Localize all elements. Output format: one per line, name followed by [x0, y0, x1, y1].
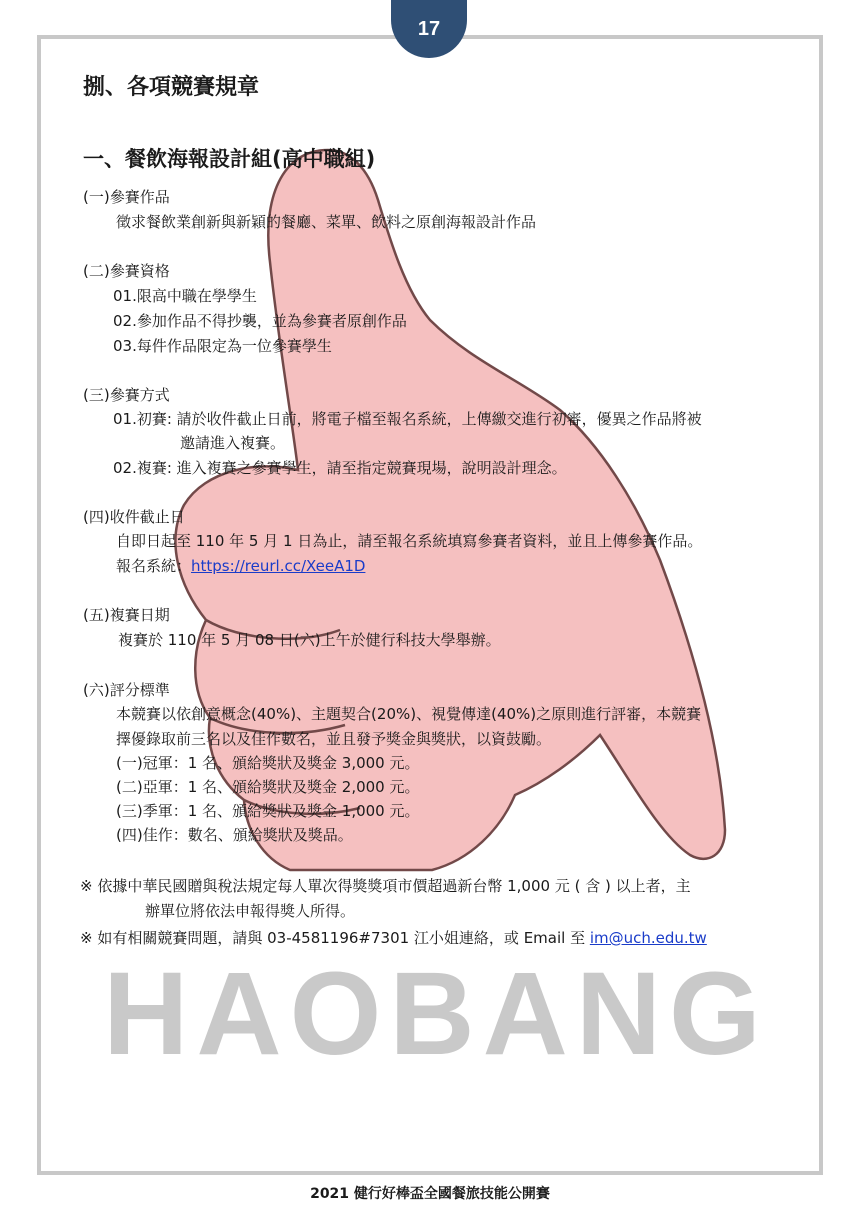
registration-link[interactable]: https://reurl.cc/XeeA1D [191, 557, 366, 575]
note2-line [80, 928, 707, 948]
award-item: (三)季軍：1 名、頒給獎狀及獎金 1,000 元。 [116, 802, 420, 820]
s1-body: 徵求餐飲業創新與新穎的餐廳、菜單、飲料之原創海報設計作品 [116, 213, 537, 231]
s1-heading: (一)參賽作品 [83, 188, 170, 206]
watermark-text: HAOBANG [103, 948, 769, 1080]
award-item: (一)冠軍：1 名、頒給獎狀及獎金 3,000 元。 [116, 754, 420, 772]
award-item: (二)亞軍：1 名、頒給獎狀及獎金 2,000 元。 [116, 778, 420, 796]
s3-item1-line1: 01.初賽: 請於收件截止日前，將電子檔至報名系統，上傳繳交進行初審，優異之作品將被 [113, 410, 702, 428]
s5-body: 複賽於 110 年 5 月 08 日(六)上午於健行科技大學舉辦。 [118, 631, 501, 649]
s2-item: 01.限高中職在學學生 [113, 287, 257, 305]
award-item: (四)佳作：數名、頒給獎狀及獎品。 [116, 826, 353, 844]
s4-heading: (四)收件截止日 [83, 508, 185, 526]
s2-item: 03.每件作品限定為一位參賽學生 [113, 337, 332, 355]
s3-item2: 02.複賽: 進入複賽之參賽學生，請至指定競賽現場，說明設計理念。 [113, 459, 567, 477]
note1-line1: ※ 依據中華民國贈與稅法規定每人單次得獎獎項市價超過新台幣 1,000 元 ( 含 ) 以上者，主 [80, 877, 691, 895]
subsection-title: 一、餐飲海報設計組(高中職組) [83, 147, 376, 171]
s2-item: 02.參加作品不得抄襲，並為參賽者原創作品 [113, 312, 407, 330]
s3-item1-line2: 邀請進入複賽。 [180, 434, 286, 452]
s4-body: 自即日起至 110 年 5 月 1 日為止，請至報名系統填寫參賽者資料，並且上傳參賽作品。 [116, 532, 703, 550]
page-footer: 2021 健行好棒盃全國餐旅技能公開賽 [310, 1186, 550, 1202]
s2-heading: (二)參賽資格 [83, 262, 170, 280]
s4-registration-line [116, 556, 365, 576]
page-number: 17 [417, 17, 441, 40]
s6-line1: 本競賽以依創意概念(40%)、主題契合(20%)、視覺傳達(40%)之原則進行評審，本競賽 [116, 705, 702, 723]
s6-line2: 擇優錄取前三名以及佳作數名，並且發予獎金與獎狀，以資鼓勵。 [116, 730, 552, 748]
contact-email-link[interactable]: im@uch.edu.tw [589, 929, 707, 947]
s4-reg-label: 報名系統： [116, 557, 192, 575]
section-title: 捌、各項競賽規章 [83, 75, 260, 100]
s3-heading: (三)參賽方式 [83, 386, 170, 404]
s5-heading: (五)複賽日期 [83, 606, 170, 624]
note1-line2: 辦單位將依法申報得獎人所得。 [145, 902, 356, 920]
s6-heading: (六)評分標準 [83, 681, 170, 699]
note2-text: ※ 如有相關競賽問題，請與 03-4581196#7301 江小姐連絡，或 Email 至 [80, 929, 590, 947]
